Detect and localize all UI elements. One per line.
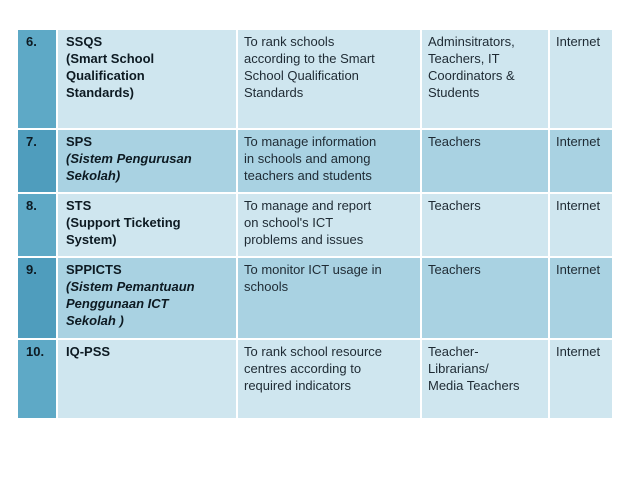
system-abbreviation: SSQS (66, 34, 103, 49)
system-full-name: (Sistem Pemantuaun Penggunaan ICT Sekolah ) (66, 279, 195, 328)
system-abbreviation: STS (66, 198, 92, 213)
system-full-name: (Sistem Pengurusan Sekolah) (66, 151, 192, 183)
system-name-cell (58, 258, 236, 338)
system-full-name: (Smart School Qualification Standards) (66, 51, 155, 100)
system-name-cell (58, 30, 236, 128)
users-cell (422, 130, 548, 192)
platform-cell: Internet (550, 258, 612, 338)
users-cell (422, 30, 548, 128)
purpose-text: To rank schools according to the Smart School Qualification Standards (244, 34, 375, 100)
table-row (18, 130, 612, 192)
purpose-cell (238, 258, 420, 338)
users-cell (422, 194, 548, 256)
users-text: Teachers (428, 198, 481, 213)
platform-cell: Internet (550, 194, 612, 256)
purpose-cell (238, 194, 420, 256)
system-abbreviation: IQ-PSS (66, 344, 111, 359)
system-abbreviation: SPS (66, 134, 93, 149)
table-row (18, 340, 612, 418)
users-text: Teachers (428, 262, 481, 277)
purpose-cell (238, 340, 420, 418)
table-row (18, 258, 612, 338)
purpose-text: To manage information in schools and among teachers and students (244, 134, 377, 183)
table-row (18, 30, 612, 128)
platform-cell: Internet (550, 30, 612, 128)
table-row (18, 194, 612, 256)
row-number: 7. (18, 130, 56, 192)
row-number: 9. (18, 258, 56, 338)
users-text: Teacher- Librarians/ Media Teachers (428, 344, 520, 393)
platform-cell: Internet (550, 130, 612, 192)
users-cell (422, 258, 548, 338)
system-full-name: (Support Ticketing System) (66, 215, 181, 247)
row-number: 8. (18, 194, 56, 256)
users-text: Adminsitrators, Teachers, IT Coordinators & Students (428, 34, 515, 100)
system-name-cell (58, 130, 236, 192)
row-number: 10. (18, 340, 56, 418)
platform-cell: Internet (550, 340, 612, 418)
purpose-text: To monitor ICT usage in schools (244, 262, 382, 294)
purpose-text: To rank school resource centres according to required indicators (244, 344, 383, 393)
row-number: 6. (18, 30, 56, 128)
purpose-cell (238, 130, 420, 192)
system-name-cell (58, 194, 236, 256)
system-name-cell (58, 340, 236, 418)
system-abbreviation: SPPICTS (66, 262, 122, 277)
purpose-cell (238, 30, 420, 128)
users-text: Teachers (428, 134, 481, 149)
purpose-text: To manage and report on school's ICT problems and issues (244, 198, 372, 247)
users-cell (422, 340, 548, 418)
